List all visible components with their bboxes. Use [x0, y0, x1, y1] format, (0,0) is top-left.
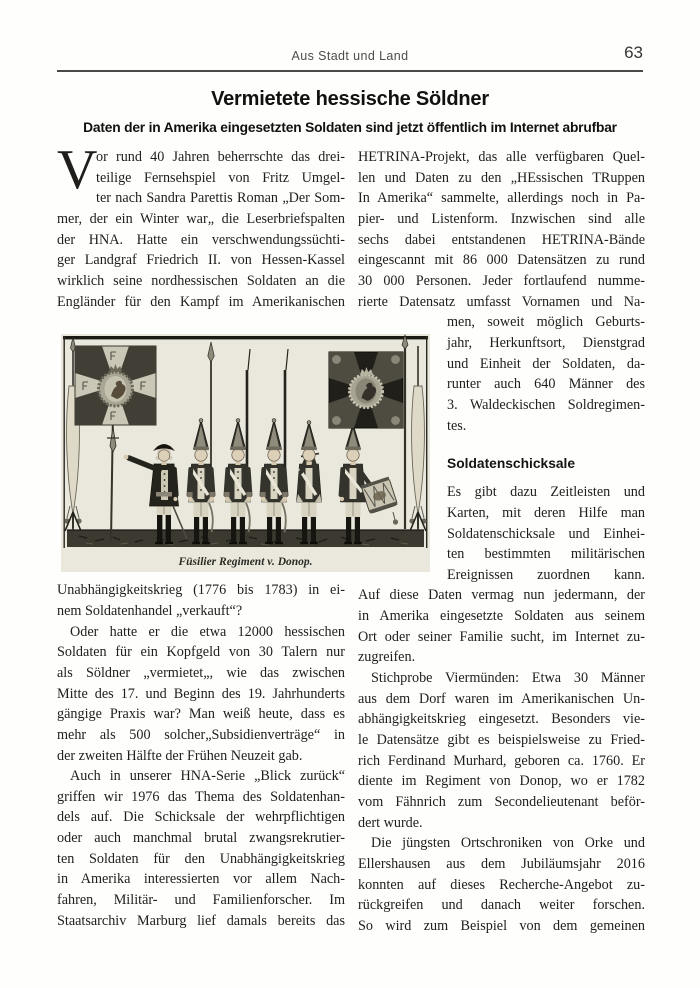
figure-left-border [64, 336, 65, 548]
paragraph: Oder hatte er die etwa 12000 hessischen Soldaten für ein Kopfgeld von 30 Talern nur als Söldner „vermietet„, wie das zwischen Mitte des 17. und Beginn des 19. Jahrhunderts gängige Praxis war? Man weiß heute, dass es mehr als 500 solcher„Subsidienverträge“ in der zweiten Hälfte der Frühen Neuzeit gab. [57, 623, 345, 764]
paragraph: Die jüngsten Ortschroniken von Orke und Ellershausen aus dem Jubiläumsjahr 2016 konnten auf dieses Recherche-Angebot zu- rückgreifen und danach weiter forschen. So wird zum Beispiel von dem gemeinen [358, 835, 645, 934]
paragraph-wrapped: men, soweit möglich Geburts- jahr, Herkunftsort, Dienstgrad und Einheit der Soldaten, da- runter auch 640 Männer des 3. Waldeckischen Soldregimen- tes. [447, 314, 645, 434]
paragraph: Unabhängigkeitskrieg (1776 bis 1783) in ei- nem Soldatenhandel „verkauft“? [57, 582, 345, 619]
paragraph-wrapped: Es gibt dazu Zeitleisten und Karten, mit deren Hilfe man Soldatenschicksale und Einhei- ten bestimmten militärischen Ereignissen zuordnen kann. [447, 484, 645, 583]
article-subtitle: Daten der in Amerika eingesetzten Soldaten sind jetzt öffentlich im Internet abrufbar [83, 120, 617, 135]
subheading: Soldatenschicksale [447, 456, 576, 472]
ground [67, 529, 424, 547]
article-title: Vermietete hessische Söldner [211, 88, 489, 110]
figure-top-border [63, 336, 428, 339]
paragraph: Stichprobe Viermünden: Etwa 30 Männer aus dem Dorf waren im Amerikanischen Un- abhängigkeitskrieg eingesetzt. Besonders vie- le Datensätze gibt es beispielsweise zu Fried- rich Ferdinand Murhard, geboren ca. 1760. Er diente im Regiment von Donop, wo er 1782 vom Fähnrich zum Secondelieutenant beför- dert wurde. [358, 670, 645, 831]
header-rule [57, 70, 643, 72]
paragraph: HETRINA-Projekt, das alle verfügbaren Quel- len und Daten zu den „HEssischen TRuppen In Amerika“ sammelte, allerdings noch in Pa- pier- und Listenform. Inzwischen sind alle sechs dabei entstandenen HETRINA-Bände eingescannt mit 86 000 Datensätzen zu rund 30 000 Personen. Jeder fortlaufend numme- rierte Datensatz umfasst Vornamen und Na- [358, 149, 645, 310]
drop-cap: V [57, 139, 98, 201]
soldiers-illustration [61, 334, 430, 572]
running-head: Aus Stadt und Land [291, 49, 409, 63]
figure-caption: Füsilier Regiment v. Donop. [178, 556, 313, 568]
figure-illustration [61, 334, 430, 572]
paragraph: Auch in unserer HNA-Serie „Blick zurück“ griffen wir 1976 das Thema des Soldatenhan- dels auf. Die Schicksale der wehrpflichtigen oder auch manchmal brutal zwangsrekrutier- ten Soldaten für den Unabhängigkeitskrieg in Amerika interessierten vor allem Nach- fahren, Militär- und Familienforscher. Im Staatsarchiv Marburg lief damals bereits das [57, 768, 345, 929]
paragraph: V or rund 40 Jahren beherrschte das drei- teilige Fernsehspiel von Fritz Umgel- ter nach Sandra Parettis Roman „Der Som- mer, der ein Winter war„ die Leserbriefspalten der HNA. Hatte ein verschwendungssüchti- ger Landgraf Friedrich II. von Hessen-Kassel wirklich seine nordhessischen Soldaten an die Engländer für den Kampf im Amerikanischen [57, 139, 345, 310]
page-number: 63 [624, 43, 643, 62]
figure-right-border [426, 336, 427, 548]
paragraph: Auf diese Daten vermag nun jedermann, der in Amerika eingesetzte Soldaten aus seinem Ort oder seiner Familie sucht, im Internet zu- zugreifen. [358, 587, 645, 666]
